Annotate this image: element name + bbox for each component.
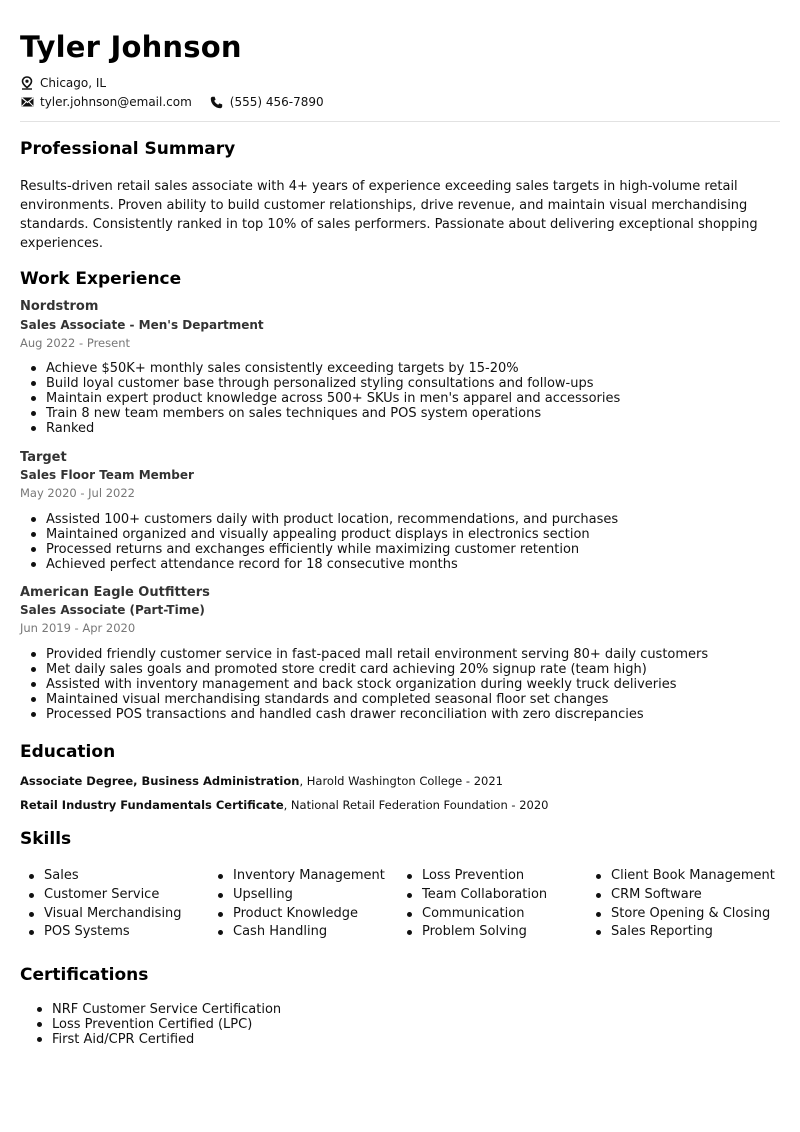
list-item: First Aid/CPR Certified — [52, 1032, 281, 1047]
skill-item: Sales — [20, 867, 182, 886]
candidate-name: Tyler Johnson — [20, 30, 242, 64]
skill-item: Visual Merchandising — [20, 905, 182, 924]
list-item: Loss Prevention Certified (LPC) — [52, 1017, 281, 1032]
location-row — [20, 76, 106, 90]
summary-heading: Professional Summary — [20, 139, 236, 159]
list-item: Achieve $50K+ monthly sales consistently exceeding targets by 15-20% — [46, 361, 620, 376]
skill-item: Communication — [398, 905, 547, 924]
summary-text: Results-driven retail sales associate with 4+ years of experience exceeding sales targets in high-volume retail environments. Proven ability to build customer relationships, drive revenue, and maintain visual merchandising standards. Consistently ranked in top 10% of sales performers. Passionate about delivering exceptional shopping experiences. — [20, 179, 758, 251]
skills-column — [398, 867, 547, 942]
job-role: Sales Floor Team Member — [20, 468, 194, 482]
skill-item: Cash Handling — [209, 923, 385, 942]
job-company: Nordstrom — [20, 299, 99, 314]
education-detail: , National Retail Federation Foundation - 2020 — [283, 798, 549, 812]
list-item: Processed POS transactions and handled cash drawer reconciliation with zero discrepancies — [46, 707, 708, 722]
skill-item: CRM Software — [587, 886, 775, 905]
skill-item: POS Systems — [20, 923, 182, 942]
location-text: Chicago, IL — [40, 76, 107, 90]
list-item: Train 8 new team members on sales techniques and POS system operations — [46, 406, 620, 421]
contact-row — [20, 95, 324, 109]
list-item: Assisted with inventory management and back stock organization during weekly truck deliveries — [46, 677, 708, 692]
job-company: Target — [20, 450, 67, 465]
job-dates: Aug 2022 - Present — [20, 336, 130, 350]
list-item: Processed returns and exchanges efficiently while maximizing customer retention — [46, 542, 618, 557]
job-role: Sales Associate (Part-Time) — [20, 603, 205, 617]
certifications-heading: Certifications — [20, 965, 149, 985]
skills-column — [20, 867, 182, 942]
header-divider — [20, 121, 780, 122]
education-degree: Retail Industry Fundamentals Certificate — [20, 798, 284, 812]
skill-item: Client Book Management — [587, 867, 775, 886]
skills-column — [587, 867, 775, 942]
certifications-list — [52, 1002, 281, 1047]
list-item: Achieved perfect attendance record for 18 consecutive months — [46, 557, 618, 572]
envelope-icon — [20, 95, 34, 109]
education-entry — [20, 774, 503, 788]
job-role: Sales Associate - Men's Department — [20, 318, 264, 332]
list-item: Met daily sales goals and promoted store credit card achieving 20% signup rate (team high) — [46, 662, 708, 677]
skill-item: Team Collaboration — [398, 886, 547, 905]
job-company: American Eagle Outfitters — [20, 585, 210, 600]
phone-text[interactable]: (555) 456-7890 — [229, 95, 324, 109]
phone-group — [210, 95, 324, 109]
list-item: Maintain expert product knowledge across 500+ SKUs in men's apparel and accessories — [46, 391, 621, 406]
education-heading: Education — [20, 742, 116, 762]
skill-item: Sales Reporting — [587, 923, 775, 942]
list-item: Provided friendly customer service in fast-paced mall retail environment serving 80+ daily customers — [46, 647, 709, 662]
email-link[interactable]: tyler.johnson@email.com — [40, 95, 192, 109]
job-bullets — [46, 361, 620, 436]
list-item: Ranked — [46, 421, 620, 436]
skill-item: Upselling — [209, 886, 385, 905]
skill-item: Loss Prevention — [398, 867, 547, 886]
skill-item: Problem Solving — [398, 923, 547, 942]
education-entry — [20, 798, 548, 812]
map-pin-icon — [20, 76, 34, 90]
skills-heading: Skills — [20, 829, 72, 849]
list-item: Assisted 100+ customers daily with product location, recommendations, and purchases — [46, 512, 619, 527]
experience-heading: Work Experience — [20, 269, 182, 289]
skills-column — [209, 867, 385, 942]
skill-item: Store Opening & Closing — [587, 905, 775, 924]
job-dates: May 2020 - Jul 2022 — [20, 486, 135, 500]
list-item: Build loyal customer base through personalized styling consultations and follow-ups — [46, 376, 620, 391]
list-item: Maintained organized and visually appealing product displays in electronics section — [46, 527, 618, 542]
job-dates: Jun 2019 - Apr 2020 — [20, 621, 136, 635]
phone-icon — [210, 95, 224, 109]
education-detail: , Harold Washington College - 2021 — [299, 774, 503, 788]
job-bullets — [46, 647, 708, 722]
job-bullets — [46, 512, 618, 572]
skill-item: Inventory Management — [209, 867, 385, 886]
skill-item: Product Knowledge — [209, 905, 385, 924]
skill-item: Customer Service — [20, 886, 182, 905]
education-degree: Associate Degree, Business Administration — [20, 774, 300, 788]
list-item: Maintained visual merchandising standards and completed seasonal floor set changes — [46, 692, 708, 707]
list-item: NRF Customer Service Certification — [52, 1002, 282, 1017]
